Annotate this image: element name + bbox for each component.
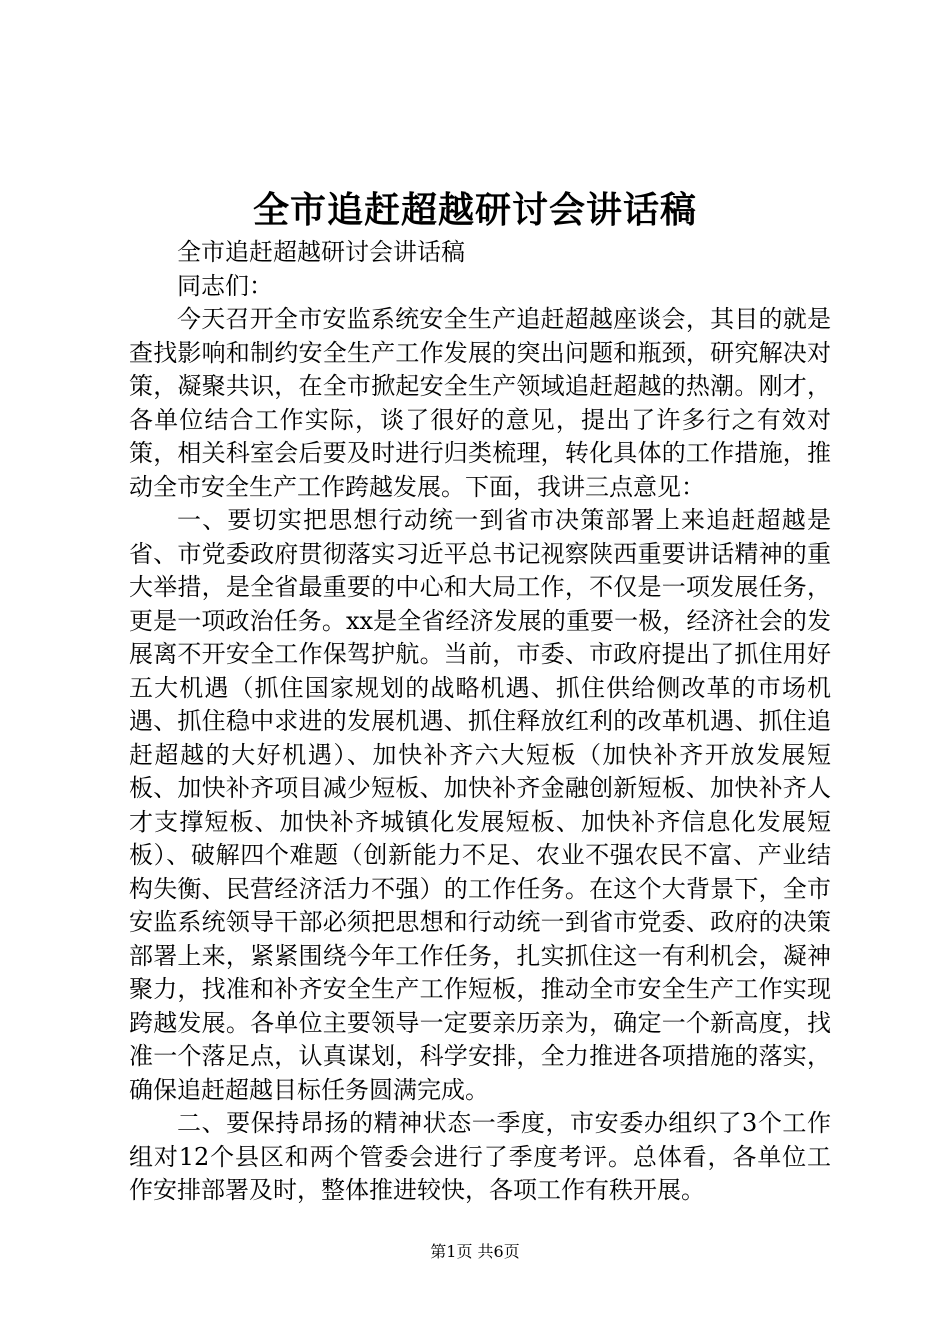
page-number-footer: 第1页 共6页 [430,1242,520,1261]
document-body [129,236,831,1208]
paragraph-intro: 今天召开全市安监系统安全生产追赶超越座谈会，其目的就是查找影响和制约安全生产工作发展的突出问题和瓶颈，研究解决对策，凝聚共识，在全市掀起安全生产领域追赶超越的热潮。刚才，各单位结合工作实际，谈了很好的意见，提出了许多行之有效对策，相关科室会后要及时进行归类梳理，转化具体的工作措施，推动全市安全生产工作跨越发展。下面，我讲三点意见： [129,305,831,501]
document-title: 全市追赶超越研讨会讲话稿 [252,189,697,231]
paragraph-point-one: 一、要切实把思想行动统一到省市决策部署上来追赶超越是省、市党委政府贯彻落实习近平总书记视察陕西重要讲话精神的重大举措，是全省最重要的中心和大局工作，不仅是一项发展任务，更是一项政治任务。xx是全省经济发展的重要一极，经济社会的发展离不开安全工作保驾护航。当前，市委、市政府提出了抓住用好五大机遇（抓住国家规划的战略机遇、抓住供给侧改革的市场机遇、抓住稳中求进的发展机遇、抓住释放红利的改革机遇、抓住追赶超越的大好机遇）、加快补齐六大短板（加快补齐开放发展短板、加快补齐项目减少短板、加快补齐金融创新短板、加快补齐人才支撑短板、加快补齐城镇化发展短板、加快补齐信息化发展短板）、破解四个难题（创新能力不足、农业不强农民不富、产业结构失衡、民营经济活力不强）的工作任务。在这个大背景下，全市安监系统领导干部必须把思想和行动统一到省市党委、政府的决策部署上来，紧紧围绕今年工作任务，扎实抓住这一有利机会，凝神聚力，找准和补齐安全生产工作短板，推动全市安全生产工作实现跨越发展。各单位主要领导一定要亲历亲为，确定一个新高度，找准一个落足点，认真谋划，科学安排，全力推进各项措施的落实，确保追赶超越目标任务圆满完成。 [129,506,831,1104]
paragraph-point-two: 二、要保持昂扬的精神状态一季度，市安委办组织了3个工作组对12个县区和两个管委会进行了季度考评。总体看，各单位工作安排部署及时，整体推进较快，各项工作有秩开展。 [129,1109,831,1204]
paragraph-salutation: 同志们： [177,271,273,300]
paragraph-subtitle: 全市追赶超越研讨会讲话稿 [177,238,465,266]
